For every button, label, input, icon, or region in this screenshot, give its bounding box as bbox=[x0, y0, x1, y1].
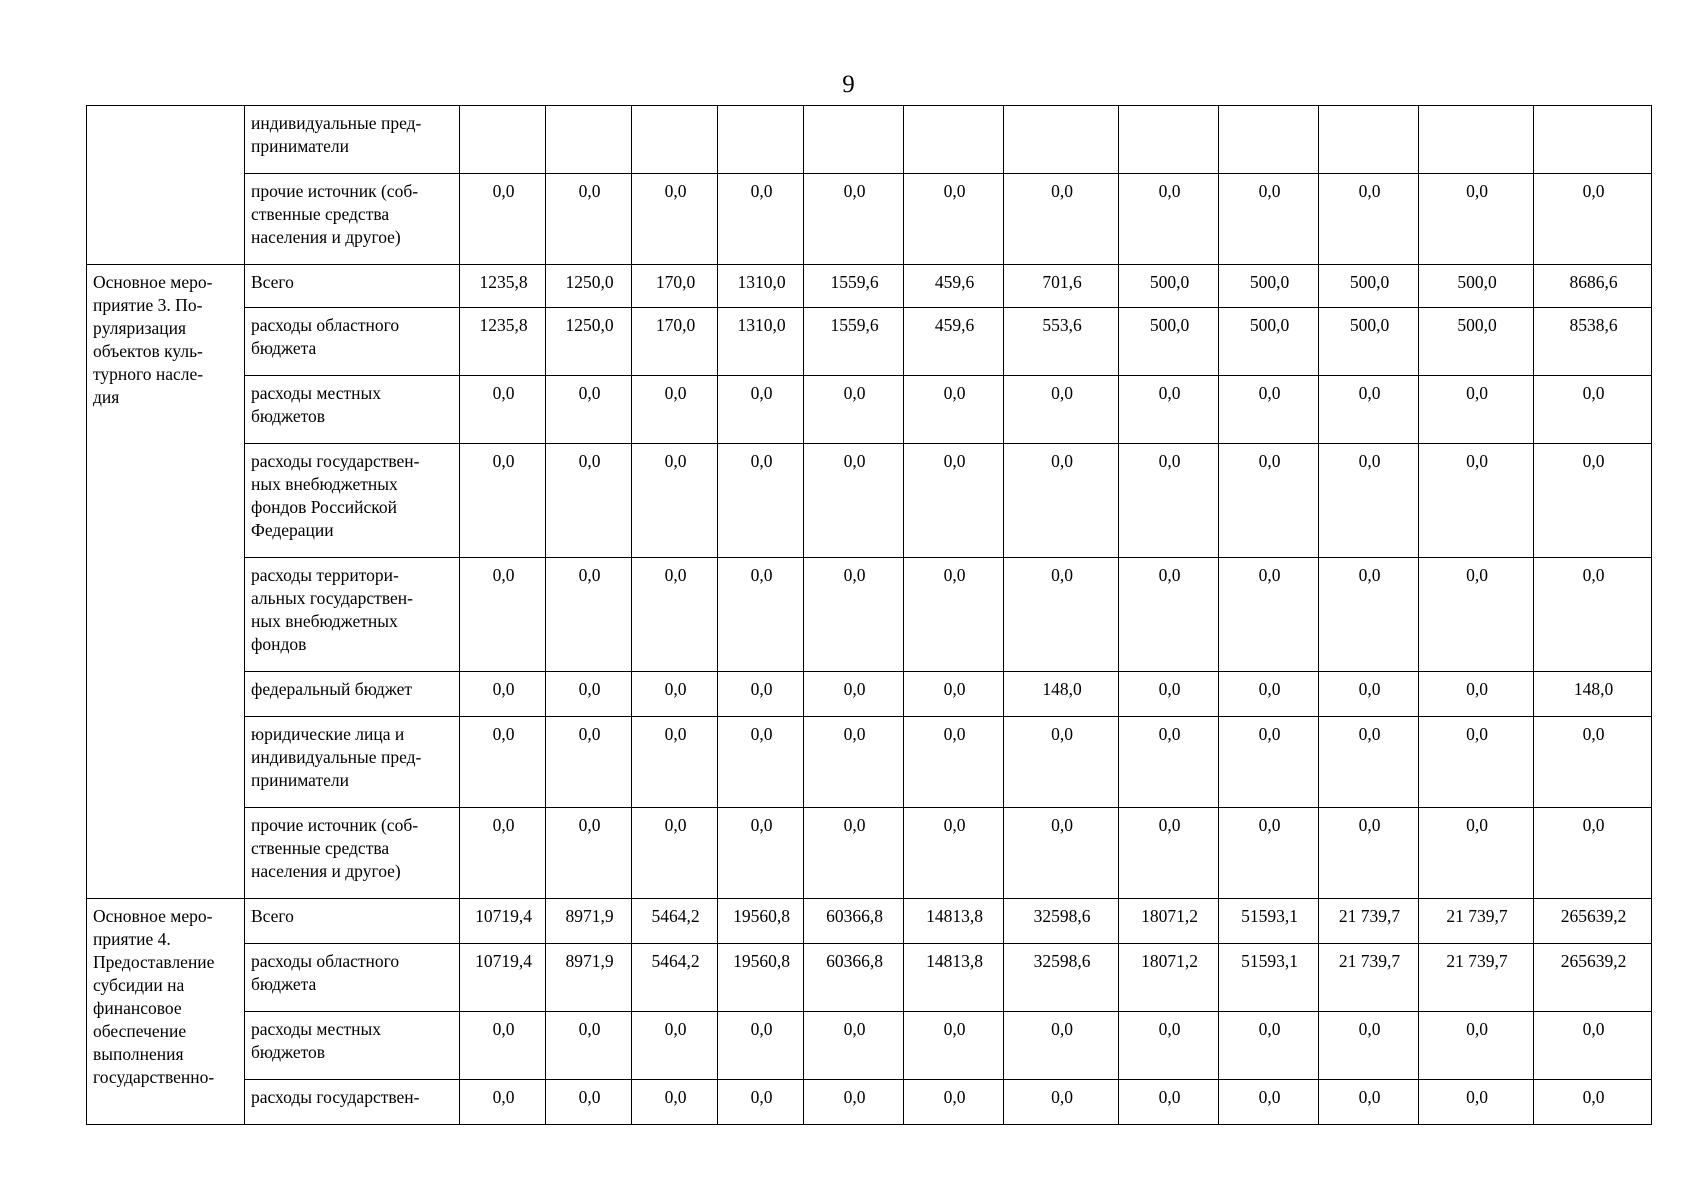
value-cell: 553,6 bbox=[1004, 308, 1119, 376]
budget-table bbox=[86, 105, 1652, 1125]
value-cell: 0,0 bbox=[904, 808, 1004, 899]
value-cell: 8971,9 bbox=[546, 899, 632, 944]
value-cell: 0,0 bbox=[718, 1012, 804, 1080]
value-cell: 10719,4 bbox=[460, 944, 546, 1012]
value-cell bbox=[1419, 106, 1534, 174]
value-cell: 0,0 bbox=[804, 672, 904, 717]
value-cell: 21 739,7 bbox=[1419, 899, 1534, 944]
table-row bbox=[87, 1080, 1652, 1125]
value-cell: 0,0 bbox=[632, 174, 718, 265]
value-cell: 0,0 bbox=[546, 717, 632, 808]
value-cell: 0,0 bbox=[804, 444, 904, 558]
value-cell: 0,0 bbox=[546, 444, 632, 558]
value-cell: 0,0 bbox=[904, 672, 1004, 717]
table-row bbox=[87, 376, 1652, 444]
value-cell: 1250,0 bbox=[546, 308, 632, 376]
value-cell bbox=[718, 106, 804, 174]
value-cell: 459,6 bbox=[904, 265, 1004, 308]
funding-source-cell: расходы областного бюджета bbox=[245, 944, 460, 1012]
value-cell: 0,0 bbox=[460, 1080, 546, 1125]
value-cell: 0,0 bbox=[632, 808, 718, 899]
activity-name-cell: Основное меро- приятие 4. Предоставление субсидии на финансовое обеспечение выполнения государственно- bbox=[87, 899, 245, 1125]
value-cell bbox=[804, 106, 904, 174]
value-cell: 0,0 bbox=[1419, 1012, 1534, 1080]
value-cell: 10719,4 bbox=[460, 899, 546, 944]
value-cell: 0,0 bbox=[1004, 1012, 1119, 1080]
value-cell: 0,0 bbox=[718, 717, 804, 808]
value-cell: 0,0 bbox=[1419, 174, 1534, 265]
value-cell: 0,0 bbox=[1004, 1080, 1119, 1125]
value-cell: 0,0 bbox=[1419, 672, 1534, 717]
value-cell: 21 739,7 bbox=[1319, 899, 1419, 944]
value-cell: 0,0 bbox=[546, 808, 632, 899]
value-cell: 0,0 bbox=[904, 444, 1004, 558]
value-cell: 0,0 bbox=[1219, 808, 1319, 899]
value-cell: 0,0 bbox=[460, 444, 546, 558]
value-cell: 1310,0 bbox=[718, 308, 804, 376]
value-cell: 0,0 bbox=[546, 376, 632, 444]
table-row bbox=[87, 174, 1652, 265]
value-cell: 500,0 bbox=[1319, 308, 1419, 376]
value-cell: 0,0 bbox=[718, 808, 804, 899]
value-cell: 0,0 bbox=[1219, 672, 1319, 717]
value-cell: 0,0 bbox=[1004, 376, 1119, 444]
value-cell: 0,0 bbox=[804, 558, 904, 672]
table-row bbox=[87, 944, 1652, 1012]
value-cell: 0,0 bbox=[1419, 717, 1534, 808]
value-cell: 1235,8 bbox=[460, 308, 546, 376]
value-cell: 0,0 bbox=[1534, 808, 1652, 899]
funding-source-cell: расходы государствен- ных внебюджетных фондов Российской Федерации bbox=[245, 444, 460, 558]
value-cell: 0,0 bbox=[1534, 376, 1652, 444]
value-cell: 51593,1 bbox=[1219, 944, 1319, 1012]
value-cell: 0,0 bbox=[1319, 717, 1419, 808]
value-cell: 0,0 bbox=[546, 672, 632, 717]
value-cell: 0,0 bbox=[1534, 174, 1652, 265]
value-cell: 0,0 bbox=[1219, 558, 1319, 672]
value-cell: 0,0 bbox=[1319, 558, 1419, 672]
value-cell: 1310,0 bbox=[718, 265, 804, 308]
value-cell: 0,0 bbox=[1219, 1012, 1319, 1080]
value-cell: 0,0 bbox=[1319, 808, 1419, 899]
value-cell: 500,0 bbox=[1419, 265, 1534, 308]
table-row bbox=[87, 308, 1652, 376]
value-cell: 0,0 bbox=[632, 444, 718, 558]
value-cell: 0,0 bbox=[1319, 672, 1419, 717]
value-cell: 0,0 bbox=[1119, 376, 1219, 444]
value-cell: 8971,9 bbox=[546, 944, 632, 1012]
funding-source-cell: федеральный бюджет bbox=[245, 672, 460, 717]
value-cell: 170,0 bbox=[632, 308, 718, 376]
value-cell: 0,0 bbox=[1004, 174, 1119, 265]
value-cell: 0,0 bbox=[460, 808, 546, 899]
table-row bbox=[87, 106, 1652, 174]
value-cell: 0,0 bbox=[718, 1080, 804, 1125]
activity-name-cell: Основное меро- приятие 3. По- pуляризация объектов куль- турного насле- дия bbox=[87, 265, 245, 899]
value-cell: 0,0 bbox=[1119, 672, 1219, 717]
value-cell: 500,0 bbox=[1419, 308, 1534, 376]
value-cell: 18071,2 bbox=[1119, 899, 1219, 944]
value-cell: 5464,2 bbox=[632, 944, 718, 1012]
table-row bbox=[87, 265, 1652, 308]
funding-source-cell: индивидуальные пред- приниматели bbox=[245, 106, 460, 174]
value-cell: 0,0 bbox=[718, 174, 804, 265]
value-cell: 701,6 bbox=[1004, 265, 1119, 308]
value-cell: 170,0 bbox=[632, 265, 718, 308]
value-cell: 60366,8 bbox=[804, 899, 904, 944]
funding-source-cell: расходы территори- альных государствен- ных внебюджетных фондов bbox=[245, 558, 460, 672]
value-cell: 8538,6 bbox=[1534, 308, 1652, 376]
value-cell: 0,0 bbox=[1004, 717, 1119, 808]
value-cell: 0,0 bbox=[1004, 558, 1119, 672]
value-cell: 14813,8 bbox=[904, 899, 1004, 944]
value-cell: 500,0 bbox=[1219, 265, 1319, 308]
value-cell: 0,0 bbox=[904, 717, 1004, 808]
value-cell: 0,0 bbox=[1119, 717, 1219, 808]
value-cell: 0,0 bbox=[904, 1012, 1004, 1080]
value-cell: 0,0 bbox=[1004, 444, 1119, 558]
value-cell: 0,0 bbox=[632, 1012, 718, 1080]
value-cell: 18071,2 bbox=[1119, 944, 1219, 1012]
value-cell: 0,0 bbox=[460, 717, 546, 808]
value-cell: 0,0 bbox=[460, 558, 546, 672]
value-cell: 0,0 bbox=[546, 558, 632, 672]
value-cell: 0,0 bbox=[718, 672, 804, 717]
value-cell: 0,0 bbox=[632, 672, 718, 717]
value-cell: 1235,8 bbox=[460, 265, 546, 308]
funding-source-cell: расходы областного бюджета bbox=[245, 308, 460, 376]
value-cell: 0,0 bbox=[804, 1080, 904, 1125]
table-row bbox=[87, 717, 1652, 808]
funding-source-cell: Всего bbox=[245, 265, 460, 308]
value-cell bbox=[546, 106, 632, 174]
value-cell: 0,0 bbox=[1119, 1012, 1219, 1080]
value-cell: 0,0 bbox=[1319, 444, 1419, 558]
value-cell bbox=[632, 106, 718, 174]
value-cell: 0,0 bbox=[546, 1080, 632, 1125]
value-cell: 0,0 bbox=[904, 558, 1004, 672]
funding-source-cell: прочие источник (соб- ственные средства населения и другое) bbox=[245, 808, 460, 899]
table-row bbox=[87, 444, 1652, 558]
value-cell: 0,0 bbox=[460, 174, 546, 265]
value-cell: 500,0 bbox=[1219, 308, 1319, 376]
value-cell: 0,0 bbox=[1004, 808, 1119, 899]
value-cell: 148,0 bbox=[1004, 672, 1119, 717]
value-cell: 0,0 bbox=[1219, 717, 1319, 808]
value-cell: 0,0 bbox=[1119, 558, 1219, 672]
value-cell: 0,0 bbox=[1219, 444, 1319, 558]
value-cell: 0,0 bbox=[1534, 444, 1652, 558]
value-cell: 60366,8 bbox=[804, 944, 904, 1012]
value-cell: 0,0 bbox=[1534, 558, 1652, 672]
value-cell: 0,0 bbox=[1419, 1080, 1534, 1125]
value-cell: 0,0 bbox=[1119, 1080, 1219, 1125]
value-cell: 0,0 bbox=[460, 1012, 546, 1080]
value-cell: 1559,6 bbox=[804, 308, 904, 376]
table-body bbox=[87, 106, 1652, 1125]
value-cell: 19560,8 bbox=[718, 899, 804, 944]
value-cell: 1250,0 bbox=[546, 265, 632, 308]
value-cell: 0,0 bbox=[904, 376, 1004, 444]
funding-source-cell: Всего bbox=[245, 899, 460, 944]
value-cell: 0,0 bbox=[546, 1012, 632, 1080]
value-cell: 500,0 bbox=[1319, 265, 1419, 308]
value-cell: 51593,1 bbox=[1219, 899, 1319, 944]
value-cell: 0,0 bbox=[904, 1080, 1004, 1125]
funding-source-cell: расходы государствен- bbox=[245, 1080, 460, 1125]
value-cell: 0,0 bbox=[1319, 1080, 1419, 1125]
value-cell bbox=[460, 106, 546, 174]
value-cell: 148,0 bbox=[1534, 672, 1652, 717]
value-cell: 0,0 bbox=[718, 444, 804, 558]
value-cell: 1559,6 bbox=[804, 265, 904, 308]
value-cell bbox=[1534, 106, 1652, 174]
value-cell: 32598,6 bbox=[1004, 899, 1119, 944]
value-cell: 0,0 bbox=[718, 376, 804, 444]
table-row bbox=[87, 558, 1652, 672]
value-cell: 0,0 bbox=[1219, 376, 1319, 444]
funding-source-cell: юридические лица и индивидуальные пред- приниматели bbox=[245, 717, 460, 808]
value-cell: 0,0 bbox=[1534, 1080, 1652, 1125]
value-cell: 32598,6 bbox=[1004, 944, 1119, 1012]
table-row bbox=[87, 672, 1652, 717]
value-cell: 0,0 bbox=[804, 717, 904, 808]
value-cell: 0,0 bbox=[546, 174, 632, 265]
funding-source-cell: прочие источник (соб- ственные средства населения и другое) bbox=[245, 174, 460, 265]
value-cell: 0,0 bbox=[632, 717, 718, 808]
value-cell: 0,0 bbox=[1419, 444, 1534, 558]
value-cell: 8686,6 bbox=[1534, 265, 1652, 308]
value-cell: 0,0 bbox=[1319, 174, 1419, 265]
value-cell: 19560,8 bbox=[718, 944, 804, 1012]
funding-source-cell: расходы местных бюджетов bbox=[245, 1012, 460, 1080]
value-cell: 5464,2 bbox=[632, 899, 718, 944]
value-cell bbox=[1219, 106, 1319, 174]
value-cell: 0,0 bbox=[632, 1080, 718, 1125]
value-cell: 0,0 bbox=[1119, 444, 1219, 558]
value-cell: 0,0 bbox=[804, 376, 904, 444]
value-cell: 0,0 bbox=[632, 376, 718, 444]
value-cell: 0,0 bbox=[460, 376, 546, 444]
value-cell: 0,0 bbox=[804, 1012, 904, 1080]
value-cell: 0,0 bbox=[632, 558, 718, 672]
value-cell: 265639,2 bbox=[1534, 944, 1652, 1012]
value-cell: 0,0 bbox=[718, 558, 804, 672]
value-cell: 0,0 bbox=[1419, 376, 1534, 444]
value-cell: 0,0 bbox=[804, 174, 904, 265]
value-cell: 265639,2 bbox=[1534, 899, 1652, 944]
value-cell bbox=[1004, 106, 1119, 174]
value-cell: 0,0 bbox=[1219, 174, 1319, 265]
table-row bbox=[87, 808, 1652, 899]
value-cell: 0,0 bbox=[1319, 376, 1419, 444]
funding-source-cell: расходы местных бюджетов bbox=[245, 376, 460, 444]
value-cell: 21 739,7 bbox=[1419, 944, 1534, 1012]
value-cell: 0,0 bbox=[1534, 1012, 1652, 1080]
value-cell: 0,0 bbox=[1319, 1012, 1419, 1080]
page-number: 9 bbox=[842, 71, 855, 98]
value-cell: 500,0 bbox=[1119, 308, 1219, 376]
value-cell: 0,0 bbox=[804, 808, 904, 899]
value-cell: 0,0 bbox=[904, 174, 1004, 265]
value-cell bbox=[904, 106, 1004, 174]
activity-name-cell bbox=[87, 106, 245, 265]
value-cell: 0,0 bbox=[1419, 808, 1534, 899]
table-row bbox=[87, 1012, 1652, 1080]
value-cell: 0,0 bbox=[1419, 558, 1534, 672]
value-cell: 14813,8 bbox=[904, 944, 1004, 1012]
value-cell: 0,0 bbox=[1534, 717, 1652, 808]
table-row bbox=[87, 899, 1652, 944]
value-cell bbox=[1119, 106, 1219, 174]
value-cell: 0,0 bbox=[1219, 1080, 1319, 1125]
value-cell bbox=[1319, 106, 1419, 174]
value-cell: 459,6 bbox=[904, 308, 1004, 376]
value-cell: 500,0 bbox=[1119, 265, 1219, 308]
value-cell: 0,0 bbox=[460, 672, 546, 717]
value-cell: 0,0 bbox=[1119, 174, 1219, 265]
value-cell: 21 739,7 bbox=[1319, 944, 1419, 1012]
value-cell: 0,0 bbox=[1119, 808, 1219, 899]
